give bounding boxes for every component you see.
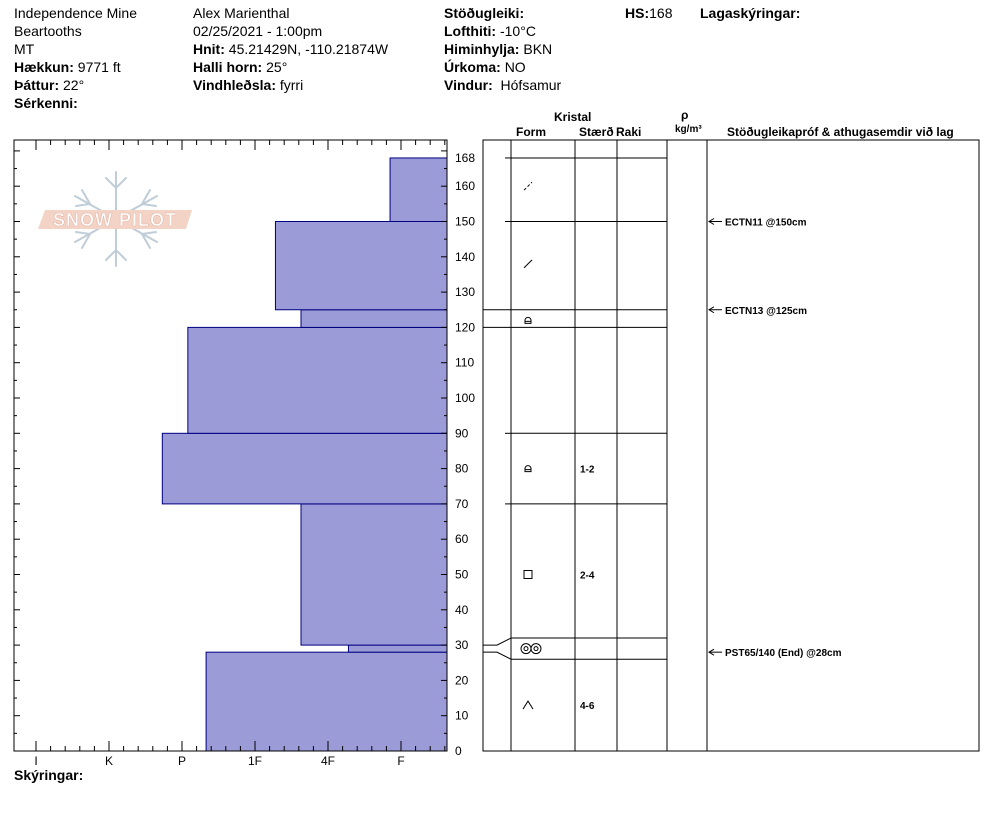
slope-label: Halli horn: [193,59,263,75]
hardness-bar-7 [390,158,447,222]
y-tick-label-0: 0 [455,744,462,758]
y-tick-label-30: 30 [455,638,469,653]
crystal-header: Kristal [554,110,592,124]
tests-header: Stöðugleikapróf & athugasemdir við lag [727,125,954,139]
y-tick-label-10: 10 [455,708,469,723]
hardness-bar-3 [162,433,447,504]
x-tick-label-3: 1F [247,754,263,768]
elevation-value: 9771 ft [77,59,121,75]
y-tick-label-50: 50 [455,567,469,582]
aspect-label: Þáttur: [14,77,60,93]
y-tick-label-20: 20 [455,673,469,688]
hardness-bar-5 [301,310,447,328]
hardness-bar-0 [206,652,447,751]
glyph-stroke [525,466,531,472]
observation-datetime: 02/25/2021 - 1:00pm [193,23,323,39]
y-tick-label-150: 150 [455,214,476,229]
hardness-bar-6 [275,222,447,310]
snowpilot-logo [38,172,192,266]
crystal-size-label-3: 1-2 [580,464,595,476]
stability-label: Stöðugleiki: [444,5,525,21]
y-tick-label-40: 40 [455,602,469,617]
x-tick-label-2: P [177,754,187,768]
density-unit-header: kg/m³ [675,124,702,135]
wind-loading-label: Vindhleðsla: [193,77,276,93]
y-tick-label-160: 160 [455,179,476,194]
crystal-forms [521,182,595,712]
wind-label: Vindur: [444,77,493,93]
observer-name: Alex Marienthal [193,5,290,21]
faceted-icon [525,317,531,323]
rounded-square-icon [524,571,532,579]
x-tick-label-4: 4F [320,754,336,768]
glyph-stroke [524,260,532,268]
elevation-label: Hækkun: [14,59,74,75]
coords-label: Hnit: [193,41,225,57]
crystal-size-label-6: 4-6 [580,701,595,713]
x-tick-label-1: K [104,754,114,768]
slope-value: 25° [266,59,288,75]
decomposing-fragment-icon [524,260,532,268]
crystal-size-label-4: 2-4 [580,570,595,582]
sky-label: Himinhylja: [444,41,520,57]
form-header: Form [516,125,546,139]
y-tick-label-90: 90 [455,426,469,441]
coords-value: 45.21429N, -110.21874W [228,41,389,57]
glyph-stroke [523,701,533,709]
y-tick-label-100: 100 [455,391,476,405]
hardness-bars [162,158,447,751]
test-label-0: ECTN11 @150cm [725,217,807,229]
stability-tests [709,218,842,660]
glyph-stroke [524,571,532,579]
moisture-header: Raki [616,125,642,139]
hardness-bar-2 [301,504,447,645]
y-tick-label-140: 140 [455,249,476,264]
glyph-stroke [534,647,538,651]
size-header: Stærð [579,125,614,139]
site-range: Beartooths [14,23,82,39]
site-name: Independence Mine [14,5,137,21]
hs-value: 168 [649,5,673,21]
x-tick-label-5: F [397,754,405,768]
y-tick-label-120: 120 [455,320,476,335]
sky-value: BKN [523,41,553,57]
precip-value: NO [504,59,526,75]
site-state: MT [14,41,35,57]
x-tick-label-0: I [34,754,38,768]
test-label-2: PST65/140 (End) @28cm [725,648,842,660]
layer-notes-label-text: Lagaskýringar: [700,5,801,21]
air-temp-label: Lofthiti: [444,23,497,39]
rho-header: ρ [681,108,689,122]
aspect-value: 22° [63,77,85,93]
layer-connector-2 [483,638,511,645]
hs-label: HS: [625,5,650,21]
glyph-stroke [531,644,541,654]
y-tick-label-70: 70 [455,496,469,511]
layer-connector-3 [483,652,511,659]
legend-label-text: Skýringar: [14,767,84,783]
logo-text: SNOW PILOT [53,210,177,230]
wind-value: Hófsamur [500,77,562,93]
air-temp-value: -10°C [499,23,536,39]
features-label: Sérkenni: [14,95,78,111]
y-tick-label-130: 130 [455,285,476,300]
glyph-stroke [521,644,531,654]
wind-loading-value: fyrri [279,77,304,93]
precip-label: Úrkoma: [444,59,501,75]
glyph-stroke [524,647,528,651]
faceted-icon [525,466,531,472]
test-label-1: ECTN13 @125cm [725,305,808,317]
y-tick-label-168: 168 [455,150,476,165]
melt-forms-icon [521,644,541,654]
precipitation-particle-icon [524,182,532,190]
depth-hoar-icon [523,701,533,709]
hardness-bar-4 [188,327,447,433]
y-tick-label-110: 110 [455,355,475,370]
glyph-stroke [524,182,532,190]
hardness-bar-1 [348,645,447,652]
y-tick-label-80: 80 [455,461,469,476]
y-tick-label-60: 60 [455,532,469,547]
glyph-stroke [525,317,531,323]
